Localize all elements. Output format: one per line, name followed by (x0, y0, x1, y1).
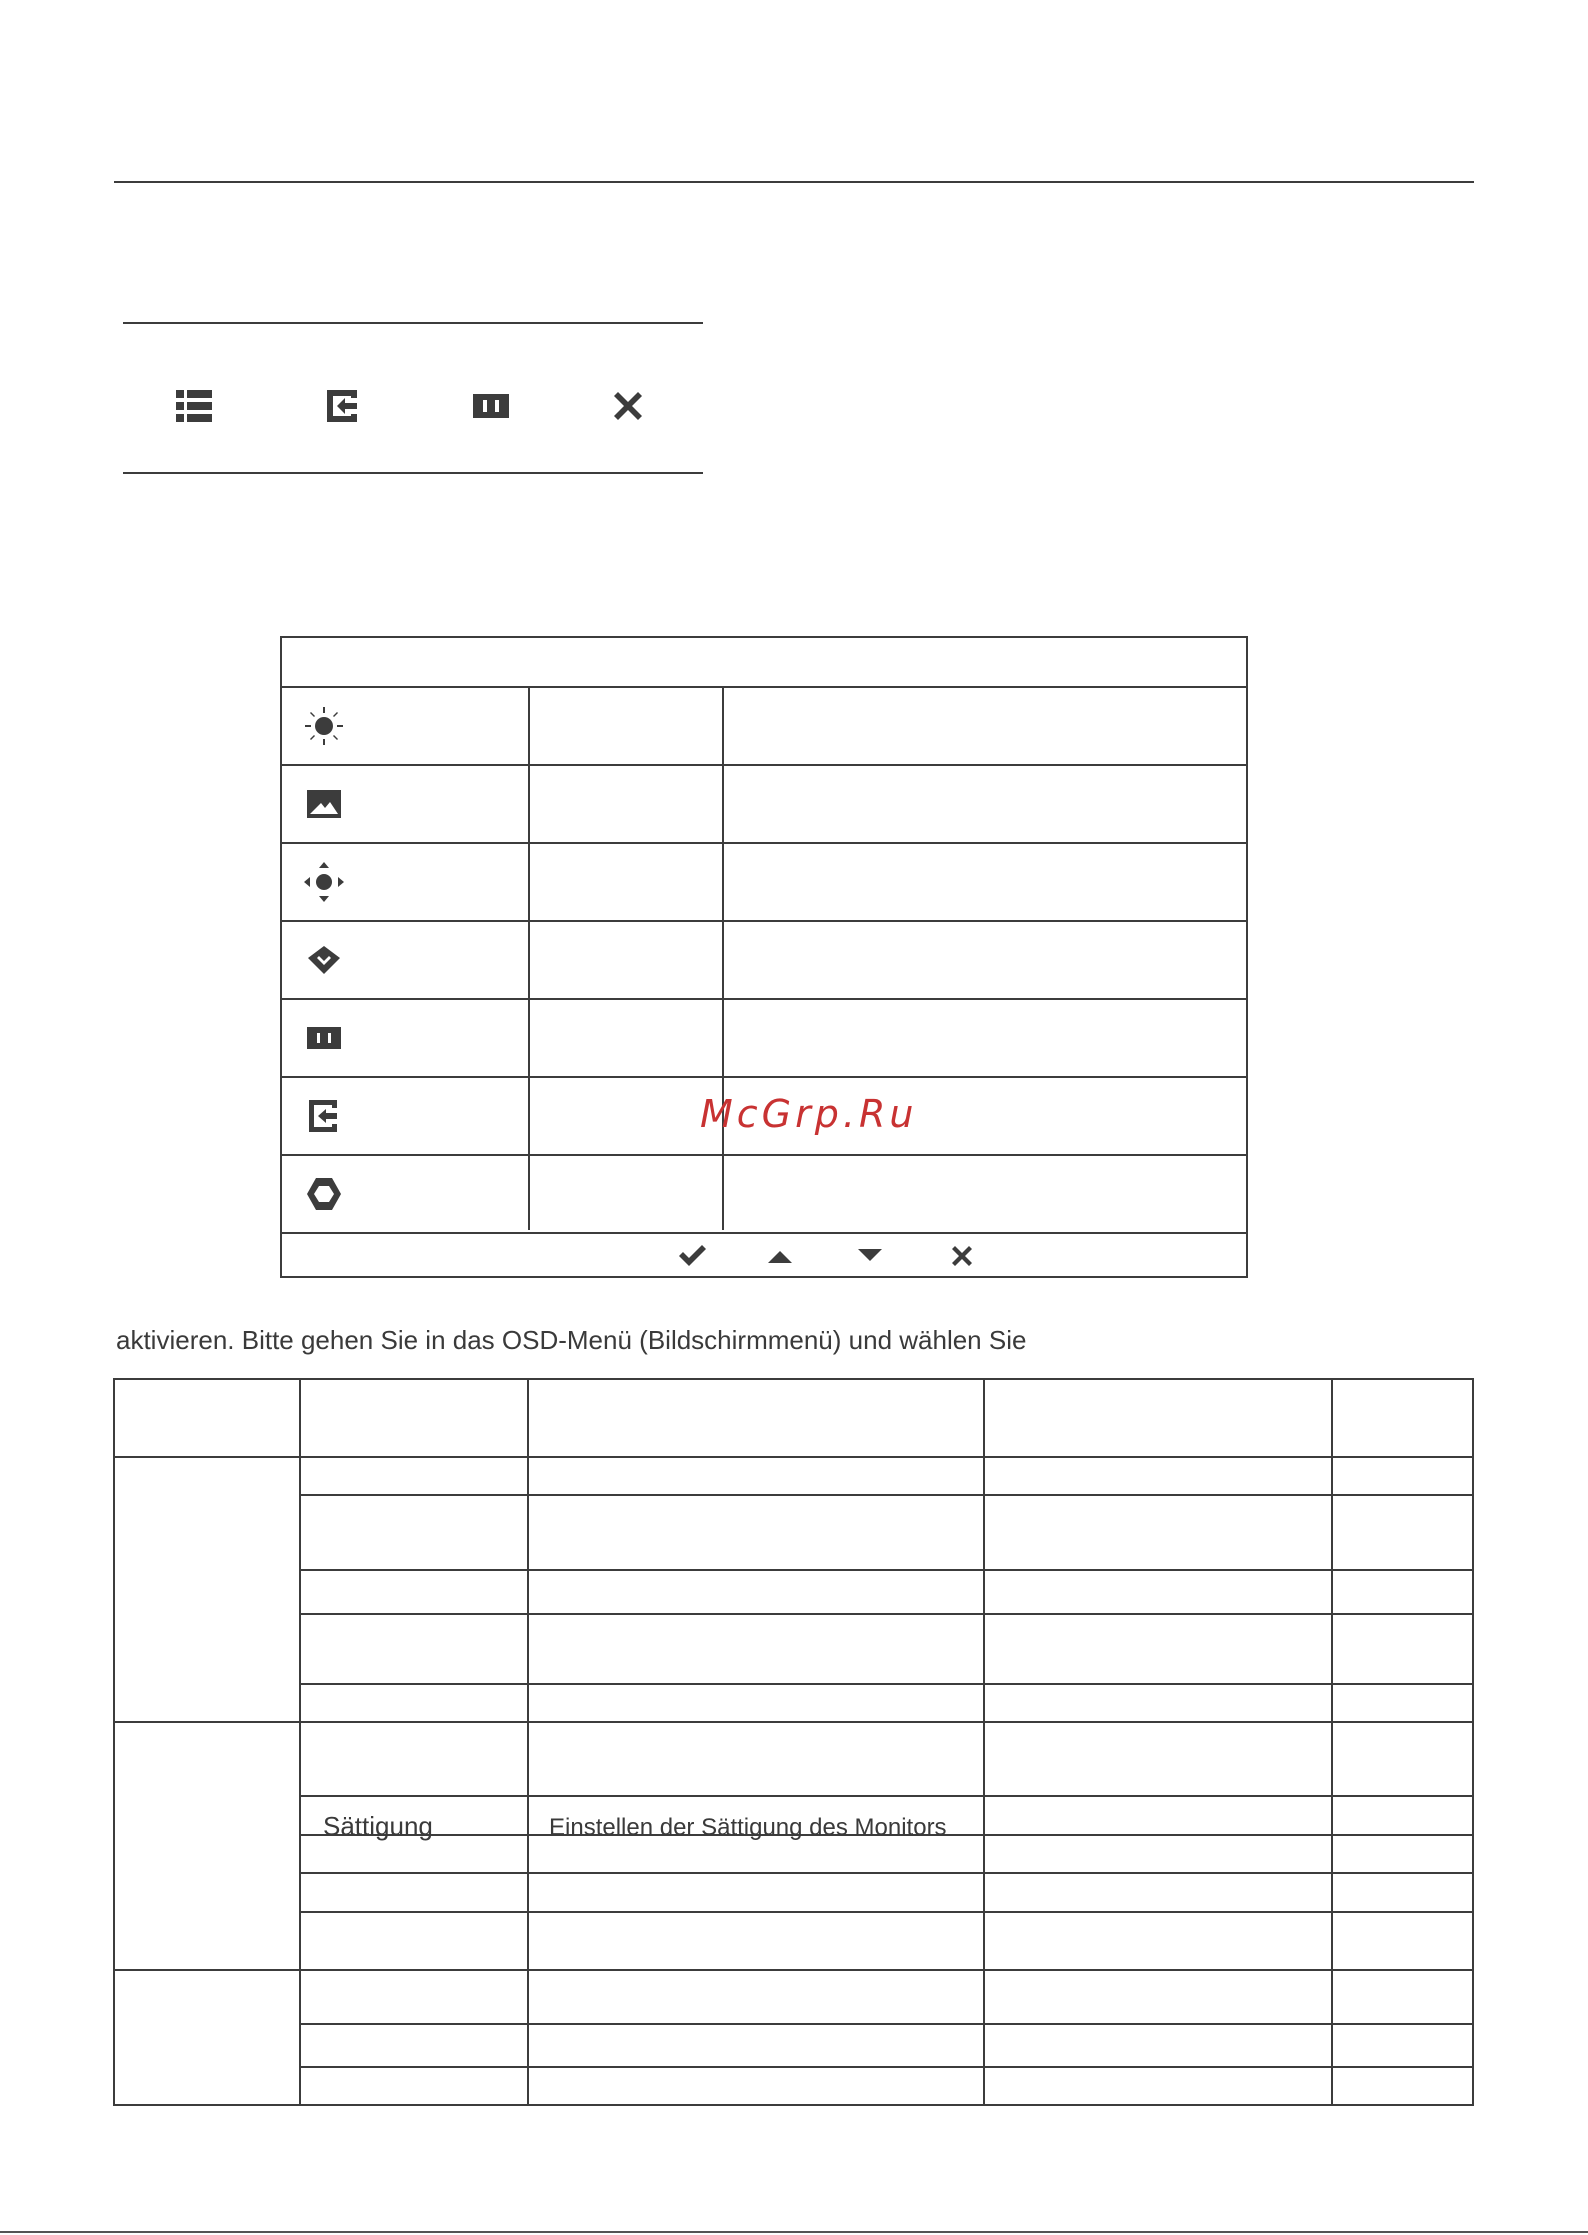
table-row-divider (301, 2023, 1472, 2025)
settings-icon (304, 1174, 344, 1214)
osd-row-image (282, 764, 1246, 844)
down-icon (854, 1240, 886, 1272)
intro-text: aktivieren. Bitte gehen Sie in das OSD-Menü (Bildschirmmenü) und wählen Sie (116, 1325, 1027, 1355)
osd-row-eye-care (282, 920, 1246, 1000)
osd-row-brightness (282, 686, 1246, 766)
color-adjust-icon (304, 862, 344, 902)
osd-row-mode (282, 998, 1246, 1078)
osd-menu-diagram (280, 636, 1248, 1278)
table-row-divider (301, 1569, 1472, 1571)
image-icon (304, 784, 344, 824)
mode-icon (304, 1018, 344, 1058)
saturation-setting-label: Sättigung (323, 1811, 433, 1841)
settings-table (113, 1378, 1474, 2106)
table-group-divider (115, 1969, 1472, 1971)
table-group-divider (115, 1721, 1472, 1723)
table-row-divider (301, 1683, 1472, 1685)
brightness-icon (304, 706, 344, 746)
input-source-icon (323, 386, 363, 426)
table-row-divider (301, 1795, 1472, 1797)
osd-column-divider-2 (722, 688, 724, 1230)
osd-row-color-adjust (282, 842, 1246, 922)
input-source-icon (304, 1096, 344, 1136)
eye-care-icon (304, 940, 344, 980)
menu-list-icon (174, 386, 214, 426)
table-column-divider-1 (299, 1380, 301, 2104)
quick-bar-bottom-divider (123, 472, 703, 474)
close-icon (946, 1240, 978, 1272)
table-row-divider (301, 1872, 1472, 1874)
table-row-divider (301, 1911, 1472, 1913)
table-row-divider (301, 1613, 1472, 1615)
watermark: McGrp.Ru (700, 1092, 918, 1136)
table-row-divider (301, 1494, 1472, 1496)
page-bottom-edge (0, 2231, 1588, 2233)
osd-column-divider-1 (528, 688, 530, 1230)
close-icon (608, 386, 648, 426)
table-column-divider-4 (1331, 1380, 1333, 2104)
mode-icon (471, 386, 511, 426)
table-column-divider-2 (527, 1380, 529, 2104)
osd-row-settings (282, 1154, 1246, 1234)
confirm-icon (676, 1240, 708, 1272)
quick-bar-top-divider (123, 322, 703, 324)
up-icon (764, 1240, 796, 1272)
saturation-description: Einstellen der Sättigung des Monitors (549, 1814, 947, 1841)
table-header-divider (115, 1456, 1472, 1458)
top-divider (114, 181, 1474, 183)
table-row-divider (301, 2066, 1472, 2068)
table-column-divider-3 (983, 1380, 985, 2104)
